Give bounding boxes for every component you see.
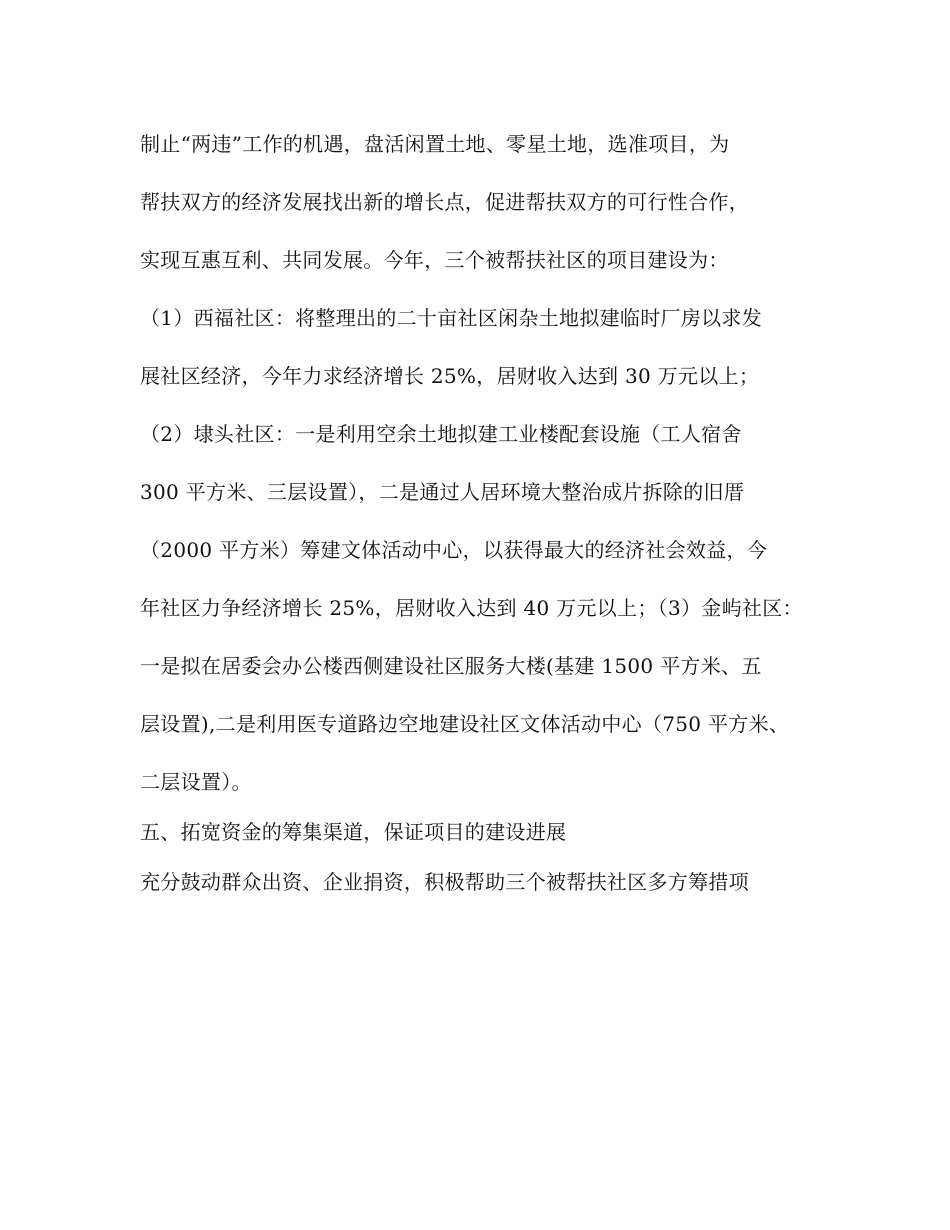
text-line: 二层设置）。 [140, 770, 252, 794]
text-line: 层设置),二是利用医专道路边空地建设社区文体活动中心（750 平方米、 [140, 712, 790, 736]
text-line: 帮扶双方的经济发展找出新的增长点，促进帮扶双方的可行性合作， [140, 190, 749, 214]
text-line: 制止“两违”工作的机遇，盘活闲置土地、零星土地，选准项目，为 [140, 132, 730, 156]
text-line: （1）西福社区：将整理出的二十亩社区闲杂土地拟建临时厂房以求发 [140, 306, 763, 330]
text-line: 一是拟在居委会办公楼西侧建设社区服务大楼(基建 1500 平方米、五 [140, 654, 762, 678]
text-line: 展社区经济，今年力求经济增长 25%，居财收入达到 30 万元以上； [140, 364, 760, 388]
body-text [140, 121, 840, 917]
text-line: 实现互惠互利、共同发展。今年，三个被帮扶社区的项目建设为： [140, 248, 729, 272]
text-line: （2）埭头社区：一是利用空余土地拟建工业楼配套设施（工人宿舍 [140, 422, 742, 446]
text-line: 年社区力争经济增长 25%，居财收入达到 40 万元以上；（3）金屿社区： [140, 596, 803, 620]
text-line: （2000 平方米）筹建文体活动中心，以获得最大的经济社会效益，今 [140, 538, 768, 562]
text-line: 300 平方米、三层设置），二是通过人居环境大整治成片拆除的旧厝 [140, 480, 745, 504]
text-line: 充分鼓动群众出资、企业捐资，积极帮助三个被帮扶社区多方筹措项 [140, 870, 749, 894]
section-heading: 五、拓宽资金的筹集渠道，保证项目的建设进展 [140, 820, 567, 844]
